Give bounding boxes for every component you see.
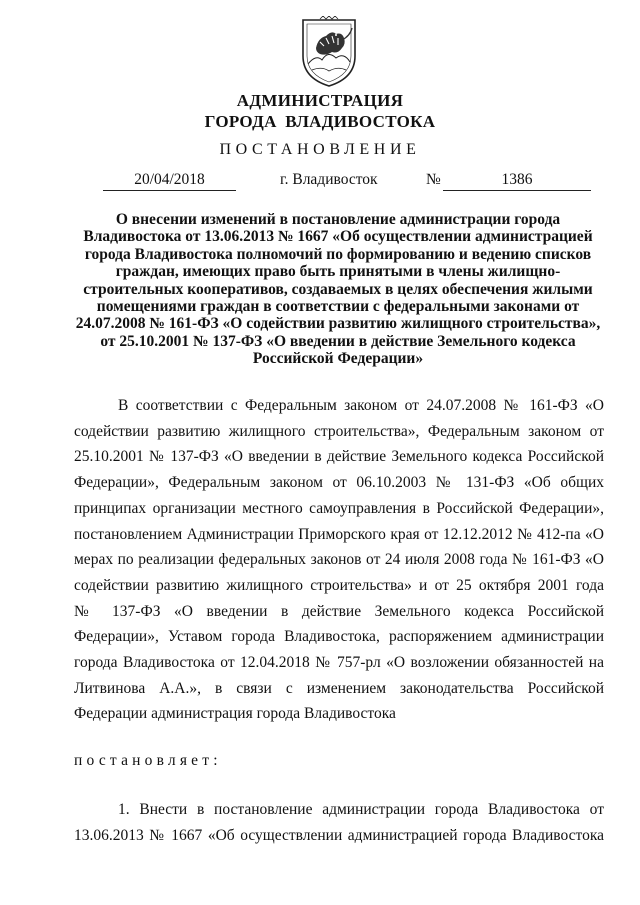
preamble-line: содействии развитию жилищного строительства» и от 25 октября 2001 года [74,576,604,594]
title-line: Владивостока от 13.06.2013 № 1667 «Об осуществлении администрацией [83,228,593,246]
org-name-line2: ГОРОДА ВЛАДИВОСТОКА [204,112,436,131]
item-line: 1. Внести в постановление администрации города Владивостока от [118,801,604,818]
preamble-line: принципах организации местного самоуправления в Российской Федерации», [74,499,604,517]
resolves-word: постановляет: [74,752,222,769]
decree-number: 1386 [443,171,591,191]
preamble-line: постановлением Администрации Приморского края от 12.12.2012 № 412-па «О [74,525,604,543]
decree-city: г. Владивосток [280,171,378,188]
preamble-paragraph [74,393,604,727]
preamble-line: Федерации», Уставом города Владивостока, распоряжением администрации [74,628,604,646]
preamble-line: Федерации администрация города Владивостока [74,705,396,723]
preamble-line: В соответствии с Федеральным законом от 24.07.2008 № 161-ФЗ «О [118,397,604,414]
title-line: строительных кооперативов, создаваемых в целях обеспечения жилыми [83,280,593,298]
preamble-line: содействии развитию жилищного строительства», Федеральным законом от [74,422,604,440]
preamble-line: Литвинова А.А.», в связи с изменением законодательства Российской [74,679,604,697]
decree-title [74,211,602,368]
preamble-line: Федерации», Федеральным законом от 06.10.2003 № 131-ФЗ «Об общих [74,474,604,492]
title-line: 24.07.2008 № 161-ФЗ «О содействии развитию жилищного строительства», [75,315,601,333]
title-line: от 25.10.2001 № 137-ФЗ «О введении в действие Земельного кодекса [100,332,576,350]
vladivostok-coat-of-arms-icon [298,16,360,88]
title-line: города Владивостока полномочий по формированию и ведению списков [84,245,592,263]
item-1-paragraph [74,797,604,848]
title-line: помещениями граждан в соответствии с федеральными законами от [96,298,580,316]
org-name-line1: АДМИНИСТРАЦИЯ [236,91,404,110]
preamble-line: 25.10.2001 № 137-ФЗ «О введении в действие Земельного кодекса Российской [74,448,604,466]
preamble-line: мерах по реализации федеральных законов от 24 июля 2008 года № 161-ФЗ «О [74,551,604,569]
preamble-line: № 137-ФЗ «О введении в действие Земельного кодекса Российской [74,602,604,620]
preamble-line: города Владивостока от 12.04.2018 № 757-рл «О возложении обязанностей на [74,654,604,672]
decree-date: 20/04/2018 [103,171,236,191]
title-line: О внесении изменений в постановление администрации города [115,211,561,228]
title-line: граждан, имеющих право быть принятыми в члены жилищно- [115,263,561,281]
doc-type-heading: ПОСТАНОВЛЕНИЕ [219,141,421,158]
item-line: 13.06.2013 № 1667 «Об осуществлении администрацией города Владивостока [74,826,604,844]
title-line: Российской Федерации» [252,350,424,368]
number-sign: № [426,171,441,188]
